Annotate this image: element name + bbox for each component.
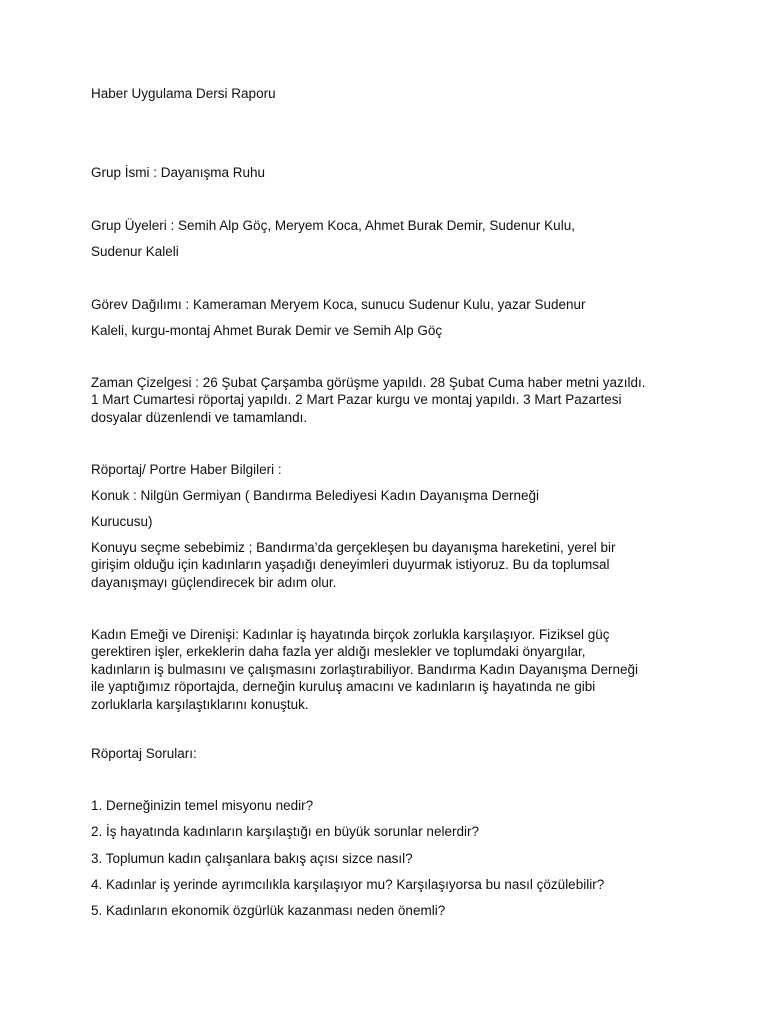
timeline-line: Zaman Çizelgesi : 26 Şubat Çarşamba görüşme yapıldı. 28 Şubat Cuma haber metni yazıldı. — [91, 375, 646, 390]
reason-line: girişim olduğu için kadınların yaşadığı deneyimleri duyurmak istiyoruz. Bu da toplumsal — [91, 557, 610, 573]
labor-line: gerektiren işler, erkeklerin daha fazla yer aldığı meslekler ve toplumdaki önyargılar, — [91, 644, 586, 660]
reason-paragraph — [91, 539, 691, 591]
question-item: 5. Kadınların ekonomik özgürlük kazanması neden önemli? — [91, 903, 446, 918]
group-members-line-1: Grup Üyeleri : Semih Alp Göç, Meryem Koca, Ahmet Burak Demir, Sudenur Kulu, — [91, 218, 575, 233]
task-distribution-line-2: Kaleli, kurgu-montaj Ahmet Burak Demir ve Semih Alp Göç — [91, 323, 443, 338]
timeline-paragraph — [91, 374, 691, 426]
document-title: Haber Uygulama Dersi Raporu — [91, 86, 276, 101]
reason-line: dayanışmayı güçlendirecek bir adım olur. — [91, 574, 337, 590]
guest-line-1: Konuk : Nilgün Germiyan ( Bandırma Belediyesi Kadın Dayanışma Derneği — [91, 488, 539, 503]
group-members-line-2: Sudenur Kaleli — [91, 244, 179, 259]
labor-line: Kadın Emeği ve Direnişi: Kadınlar iş hayatında birçok zorlukla karşılaşıyor. Fiziksel güç — [91, 627, 610, 642]
labor-line: zorluklarla karşılaştıklarını konuştuk. — [91, 696, 309, 712]
questions-heading: Röportaj Soruları: — [91, 746, 197, 761]
question-item: 1. Derneğinizin temel misyonu nedir? — [91, 798, 314, 813]
question-item: 3. Toplumun kadın çalışanlara bakış açısı sizce nasıl? — [91, 851, 413, 866]
task-distribution-line-1: Görev Dağılımı : Kameraman Meryem Koca, sunucu Sudenur Kulu, yazar Sudenur — [91, 297, 586, 312]
interview-heading: Röportaj/ Portre Haber Bilgileri : — [91, 462, 282, 477]
timeline-line: 1 Mart Cumartesi röportaj yapıldı. 2 Mart Pazar kurgu ve montaj yapıldı. 3 Mart Pazartesi — [91, 392, 622, 408]
question-item: 2. İş hayatında kadınların karşılaştığı en büyük sorunlar nelerdir? — [91, 824, 479, 839]
labor-paragraph — [91, 626, 691, 713]
group-name: Grup İsmi : Dayanışma Ruhu — [91, 165, 266, 180]
labor-line: ile yaptığımız röportajda, derneğin kuruluş amacını ve kadınların iş hayatında ne gibi — [91, 679, 596, 695]
timeline-line: dosyalar düzenlendi ve tamamlandı. — [91, 409, 308, 425]
question-item: 4. Kadınlar iş yerinde ayrımcılıkla karşılaşıyor mu? Karşılaşıyorsa bu nasıl çözülebilir? — [91, 877, 605, 892]
guest-line-2: Kurucusu) — [91, 514, 153, 529]
labor-line: kadınların iş bulmasını ve çalışmasını zorlaştırabiliyor. Bandırma Kadın Dayanışma Derneği — [91, 661, 638, 677]
reason-line: Konuyu seçme sebebimiz ; Bandırma’da gerçekleşen bu dayanışma hareketini, yerel bir — [91, 540, 616, 555]
document-page — [91, 0, 691, 1024]
